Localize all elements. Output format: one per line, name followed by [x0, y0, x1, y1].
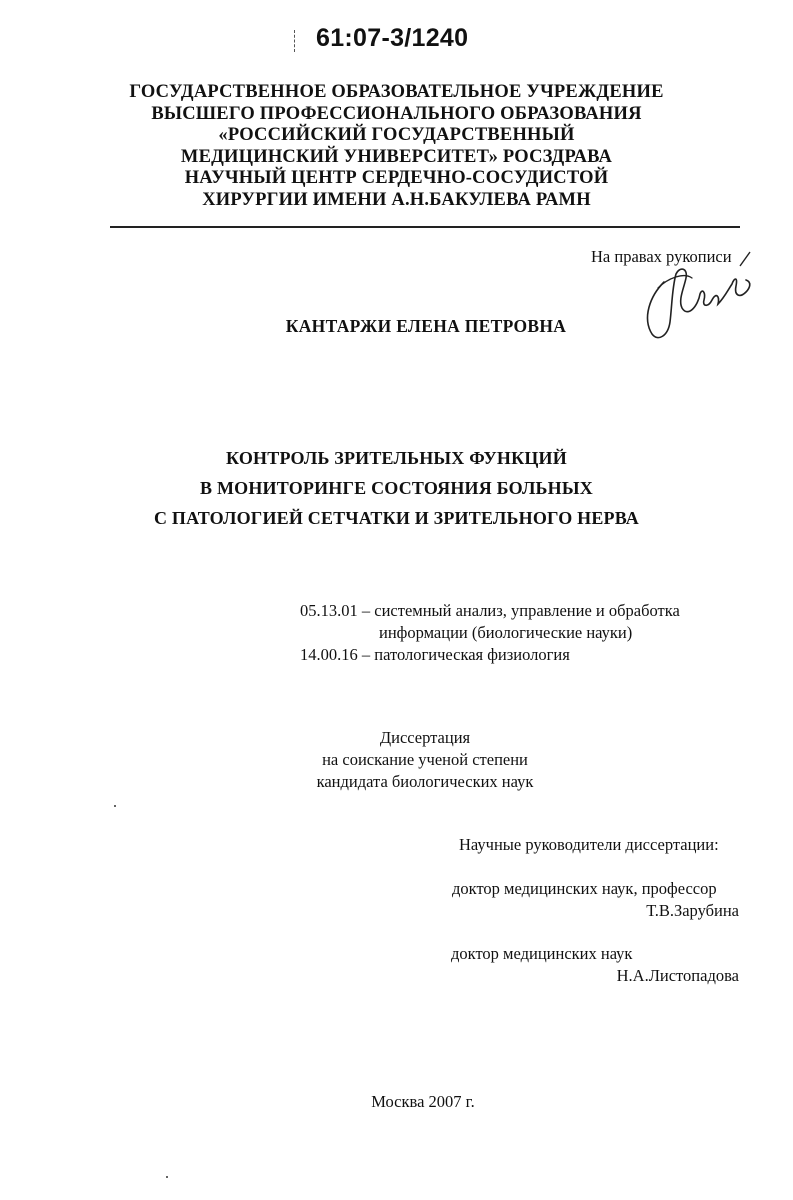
supervisor-1-name: Т.В.Зарубина [646, 901, 739, 920]
title-line: В МОНИТОРИНГЕ СОСТОЯНИЯ БОЛЬНЫХ [200, 478, 593, 498]
specialty-code-1: 05.13.01 – системный анализ, управление и обработка [300, 601, 680, 620]
stamp-margin-mark [294, 30, 296, 52]
manuscript-rights-note: На правах рукописи [591, 247, 732, 266]
scan-speck [166, 1176, 168, 1178]
institution-line: ГОСУДАРСТВЕННОЕ ОБРАЗОВАТЕЛЬНОЕ УЧРЕЖДЕНИЕ [129, 82, 664, 102]
institution-line: ВЫСШЕГО ПРОФЕССИОНАЛЬНОГО ОБРАЗОВАНИЯ [151, 103, 642, 124]
institution-line: ХИРУРГИИ ИМЕНИ А.Н.БАКУЛЕВА РАМН [202, 189, 591, 210]
degree-statement [0, 727, 793, 793]
institution-line: «РОССИЙСКИЙ ГОСУДАРСТВЕННЫЙ [218, 125, 575, 146]
degree-line: на соискание ученой степени [322, 750, 528, 769]
institution-line: МЕДИЦИНСКИЙ УНИВЕРСИТЕТ» РОСЗДРАВА [180, 146, 613, 167]
institution-header [0, 82, 793, 212]
author-name: КАНТАРЖИ ЕЛЕНА ПЕТРОВНА [285, 316, 567, 336]
archive-stamp-code: 61:07-3/1240 [316, 24, 469, 52]
supervisor-2-degree: доктор медицинских наук [451, 944, 633, 963]
degree-line: Диссертация [379, 728, 471, 747]
supervisors-heading: Научные руководители диссертации: [459, 835, 719, 854]
degree-line: кандидата биологических наук [316, 772, 534, 791]
scan-speck [114, 805, 116, 807]
header-divider [110, 226, 740, 228]
supervisor-2-name: Н.А.Листопадова [616, 966, 739, 985]
specialty-code-1-continued: информации (биологические науки) [379, 623, 633, 642]
title-line: КОНТРОЛЬ ЗРИТЕЛЬНЫХ ФУНКЦИЙ [226, 448, 567, 468]
specialty-code-2: 14.00.16 – патологическая физиология [300, 645, 570, 664]
institution-line: НАУЧНЫЙ ЦЕНТР СЕРДЕЧНО-СОСУДИСТОЙ [184, 168, 609, 189]
dissertation-title [0, 443, 793, 533]
title-line: С ПАТОЛОГИЕЙ СЕТЧАТКИ И ЗРИТЕЛЬНОГО НЕРВА [153, 508, 640, 528]
supervisor-1-degree: доктор медицинских наук, профессор [452, 879, 717, 898]
city-year: Москва 2007 г. [371, 1092, 475, 1111]
